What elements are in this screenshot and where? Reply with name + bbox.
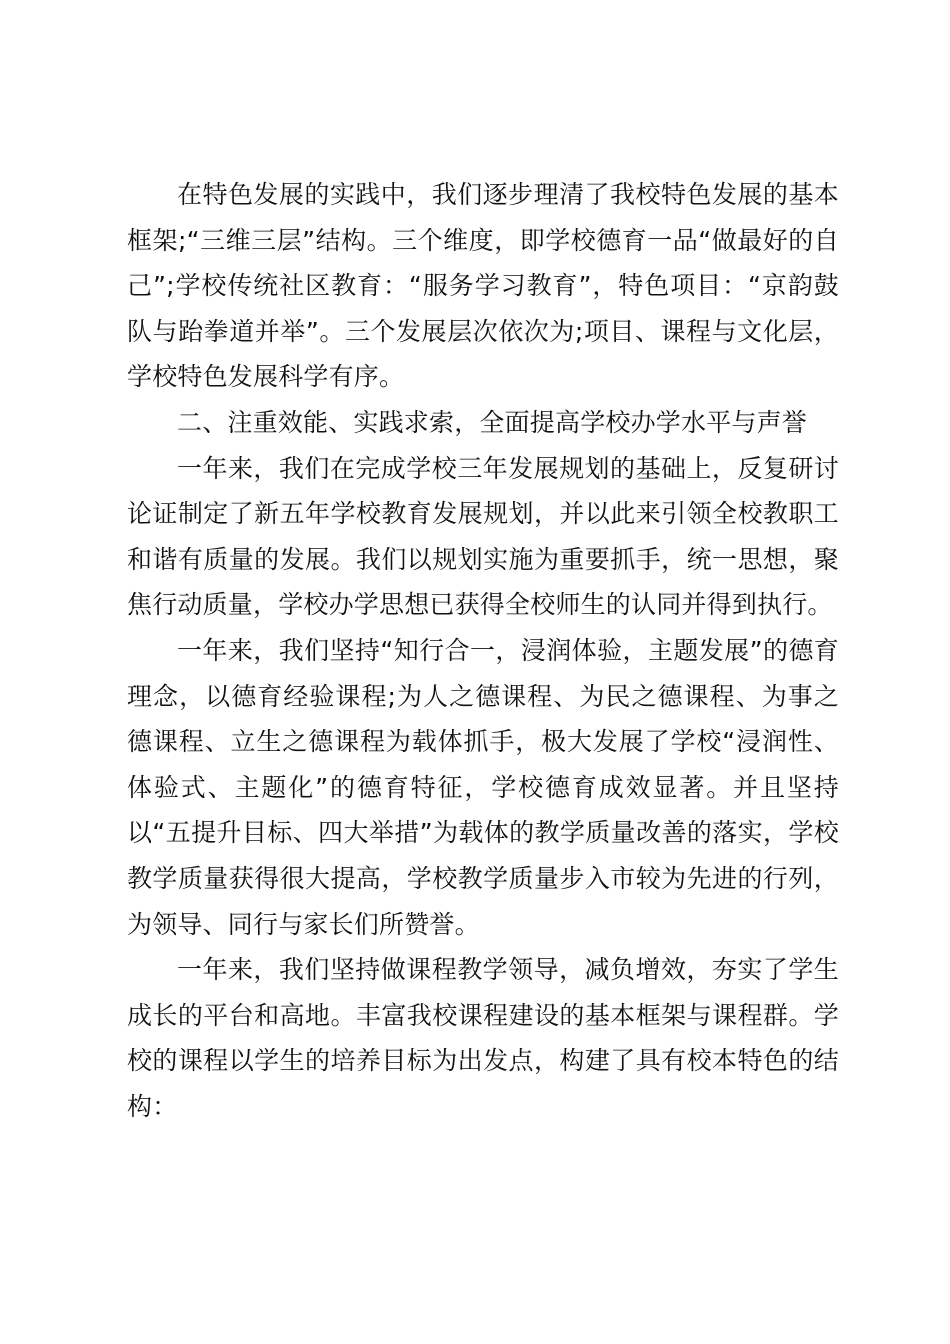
paragraph-characteristic-development: 在特色发展的实践中，我们逐步理清了我校特色发展的基本框架;“三维三层”结构。三个维度，即学校德育一品“做最好的自己”;学校传统社区教育：“服务学习教育”，特色项目：“京韵鼓队与跆拳道并举”。三个发展层次依次为;项目、课程与文化层，学校特色发展科学有序。 — [127, 180, 839, 392]
section-heading-two: 二、注重效能、实践求索，全面提高学校办学水平与声誉 — [177, 407, 808, 437]
paragraph-moral-education: 一年来，我们坚持“知行合一，浸润体验，主题发展”的德育理念，以德育经验课程;为人之德课程、为民之德课程、为事之德课程、立生之德课程为载体抓手，极大发展了学校“浸润性、体验式、主题化”的德育特征，学校德育成效显著。并且坚持以“五提升目标、四大举措”为载体的教学质量改善的落实，学校教学质量获得很大提高，学校教学质量步入市较为先进的行列，为领导、同行与家长们所赞誉。 — [127, 635, 839, 939]
paragraph-curriculum-leadership: 一年来，我们坚持做课程教学领导，减负增效，夯实了学生成长的平台和高地。丰富我校课程建设的基本框架与课程群。学校的课程以学生的培养目标为出发点，构建了具有校本特色的结构： — [127, 955, 839, 1121]
paragraph-development-plan: 一年来，我们在完成学校三年发展规划的基础上，反复研讨论证制定了新五年学校教育发展规划，并以此来引领全校教职工和谐有质量的发展。我们以规划实施为重要抓手，统一思想，聚焦行动质量，学校办学思想已获得全校师生的认同并得到执行。 — [127, 453, 839, 620]
document-body — [127, 172, 839, 1129]
